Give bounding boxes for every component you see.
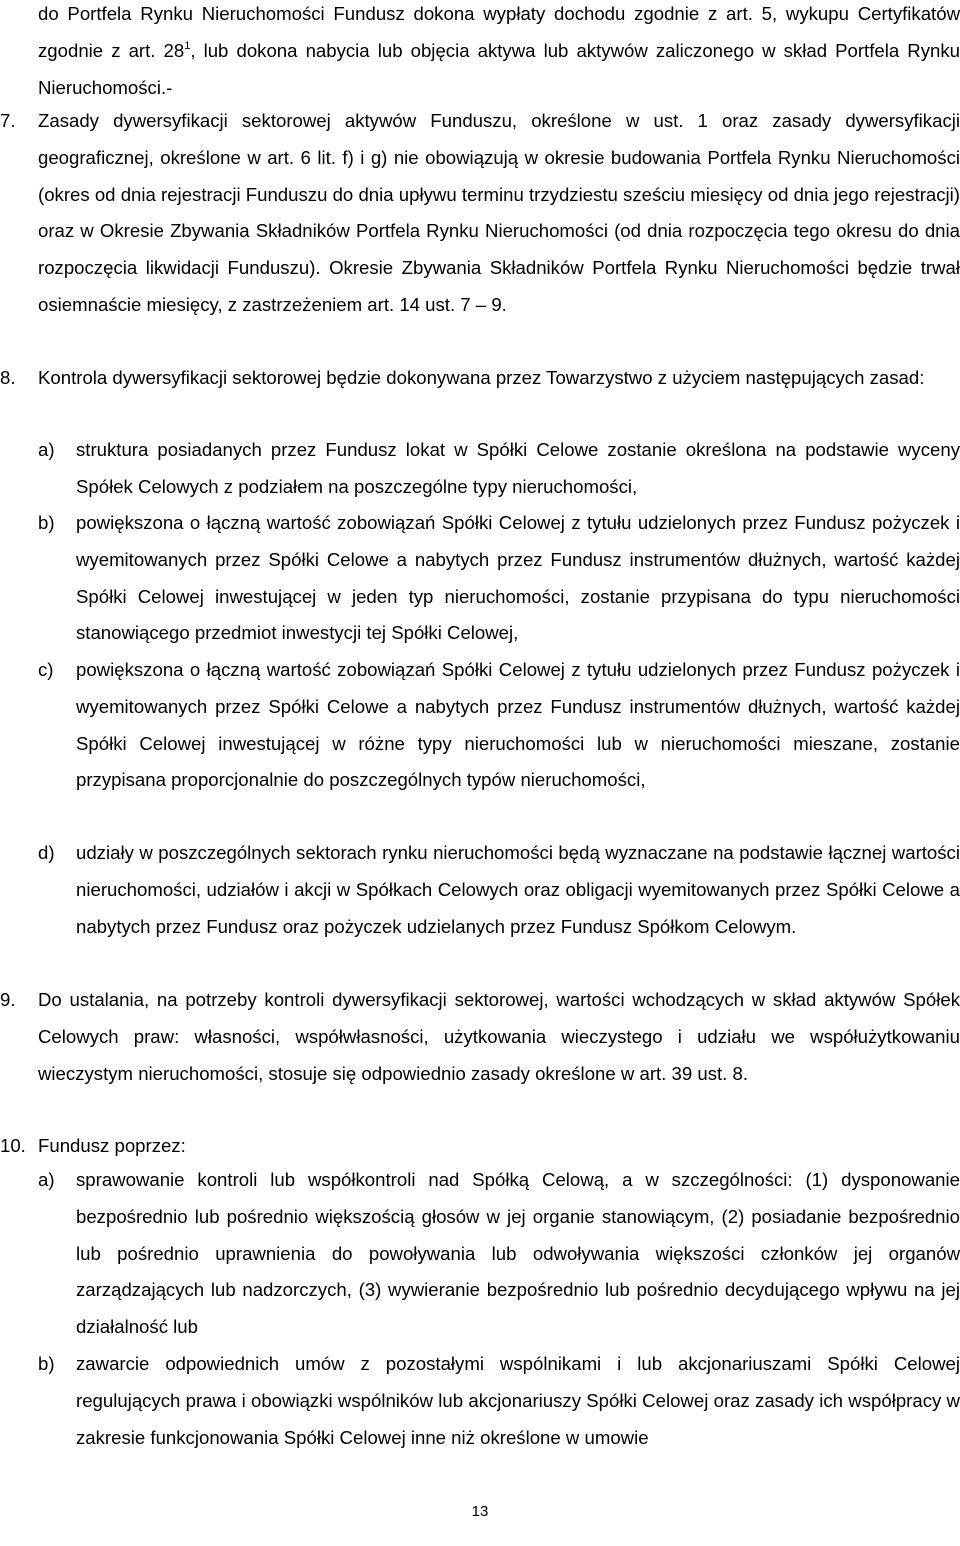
item-10-text: Fundusz poprzez: (38, 1135, 186, 1156)
item-9-number: 9. (0, 989, 16, 1010)
item-8c-text: powiększona o łączną wartość zobowiązań Spółki Celowej z tytułu udzielonych przez Fundusz pożyczek i wyemitowanych przez Spółki Celowe a nabytych przez Fundusz instrumentów dłużnych, wartość każdej Spółki Celowej inwestującej w różne typy nieruchomości lub w nieruchomości mieszane, zostanie przypisana proporcjonalnie do poszczególnych typów nieruchomości, (76, 659, 960, 791)
intro-paragraph (38, 0, 960, 106)
item-8b-letter: b) (38, 512, 55, 533)
item-8a-text: struktura posiadanych przez Fundusz lokat w Spółki Celowe zostanie określona na podstawie wyceny Spółek Celowych z podziałem na poszczególne typy nieruchomości, (76, 439, 960, 497)
item-8d-text: udziały w poszczególnych sektorach rynku nieruchomości będą wyznaczane na podstawie łącznej wartości nieruchomości, udziałów i akcji w Spółkach Celowych oraz obligacji wyemitowanych przez Spółki Celowe a nabytych przez Fundusz oraz pożyczek udzielanych przez Fundusz Spółkom Celowym. (76, 842, 960, 937)
intro-text-a: do Portfela Rynku Nieruchomości Fundusz dokona wypłaty dochodu zgodnie z art. 5, wykupu Certyfikatów zgodnie z art. 28 (38, 3, 960, 61)
item-8-text: Kontrola dywersyfikacji sektorowej będzie dokonywana przez Towarzystwo z użyciem następujących zasad: (38, 367, 925, 388)
item-10b-letter: b) (38, 1353, 55, 1374)
item-8b-text: powiększona o łączną wartość zobowiązań Spółki Celowej z tytułu udzielonych przez Fundusz pożyczek i wyemitowanych przez Spółki Celowe a nabytych przez Fundusz instrumentów dłużnych, wartość każdej Spółki Celowej inwestującej w jeden typ nieruchomości, zostanie przypisana do typu nieruchomości stanowiącego przedmiot inwestycji tej Spółki Celowej, (76, 512, 960, 644)
intro-text-b: , lub dokona nabycia lub objęcia aktywa lub aktywów zaliczonego w skład Portfela Rynku Nieruchomości.- (38, 39, 960, 98)
item-8c-letter: c) (38, 659, 54, 680)
item-7-number: 7. (0, 110, 16, 131)
item-8d-letter: d) (38, 842, 55, 863)
item-7-text: Zasady dywersyfikacji sektorowej aktywów Funduszu, określone w ust. 1 oraz zasady dywersyfikacji geograficznej, określone w art. 6 lit. f) i g) nie obowiązują w okresie budowania Portfela Rynku Nieruchomości (okres od dnia rejestracji Funduszu do dnia upływu terminu trzydziestu sześciu miesięcy od dnia jego rejestracji) oraz w Okresie Zbywania Składników Portfela Rynku Nieruchomości (od dnia rozpoczęcia tego okresu do dnia rozpoczęcia likwidacji Funduszu). Okresie Zbywania Składników Portfela Rynku Nieruchomości będzie trwał osiemnaście miesięcy, z zastrzeżeniem art. 14 ust. 7 – 9. (38, 110, 960, 315)
item-10-number: 10. (0, 1135, 26, 1156)
item-8-number: 8. (0, 367, 16, 388)
item-10a-letter: a) (38, 1169, 55, 1190)
item-8a-letter: a) (38, 439, 55, 460)
item-9-text: Do ustalania, na potrzeby kontroli dywersyfikacji sektorowej, wartości wchodzących w skład aktywów Spółek Celowych praw: własności, współwłasności, użytkowania wieczystego i udziału we współużytkowaniu wieczystym nieruchomości, stosuje się odpowiednio zasady określone w art. 39 ust. 8. (38, 989, 960, 1084)
item-10a-text: sprawowanie kontroli lub współkontroli nad Spółką Celową, a w szczególności: (1) dysponowanie bezpośrednio lub pośrednio większością głosów w jej organie stanowiącym, (2) posiadanie bezpośrednio lub pośrednio uprawnienia do powoływania lub odwoływania większości członków jej organów zarządzających lub nadzorczych, (3) wywieranie bezpośrednio lub pośrednio decydującego wpływu na jej działalność lub (76, 1169, 960, 1338)
page-number: 13 (471, 1503, 489, 1520)
item-10b-text: zawarcie odpowiednich umów z pozostałymi wspólnikami i lub akcjonariuszami Spółki Celowej regulujących prawa i obowiązki wspólników lub akcjonariuszy Spółki Celowej oraz zasady ich współpracy w zakresie funkcjonowania Spółki Celowej inne niż określone w umowie (76, 1353, 960, 1448)
intro-superscript: 1 (184, 39, 191, 52)
